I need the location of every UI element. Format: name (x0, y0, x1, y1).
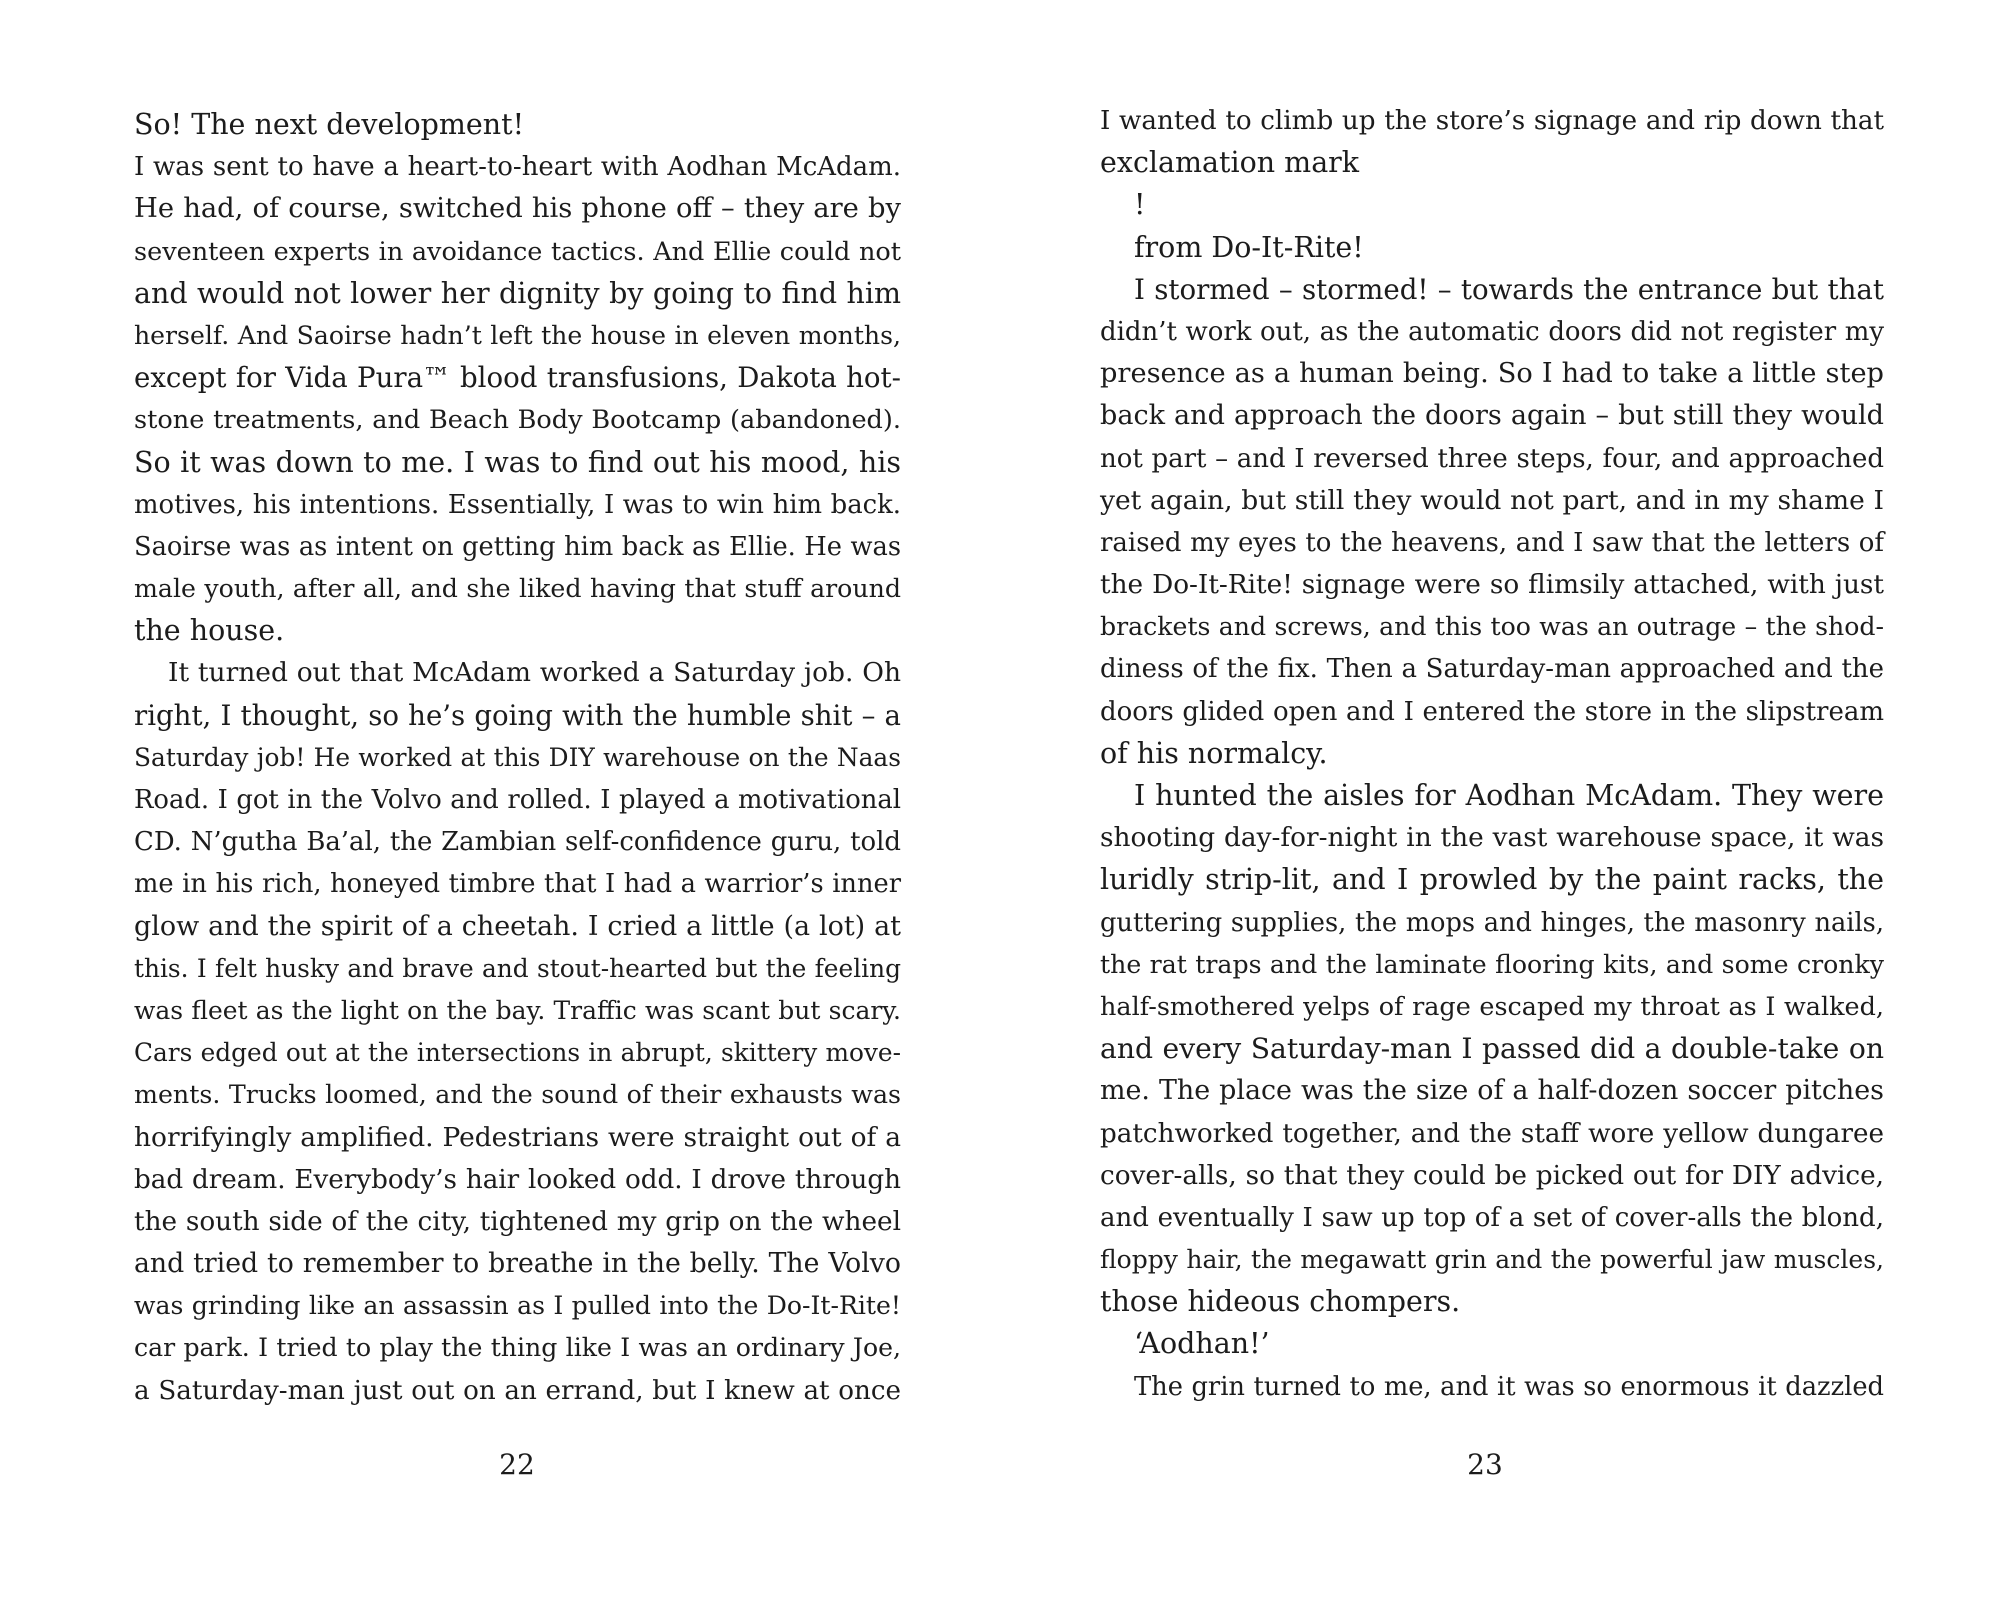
text-line: back and approach the doors again – but still they would (1100, 400, 1884, 432)
text-line: So it was down to me. I was to find out his mood, his (134, 445, 901, 479)
text-line: bad dream. Everybody’s hair looked odd. I drove through (134, 1164, 901, 1195)
right-page-text (1100, 100, 1884, 1408)
text-line: guttering supplies, the mops and hinges, the masonry nails, (1100, 907, 1884, 938)
text-line: horrifyingly amplified. Pedestrians were straight out of a (134, 1121, 901, 1153)
text-line: CD. N’gutha Ba’al, the Zambian self-confidence guru, told (134, 827, 901, 858)
text-line: shooting day-for-night in the vast warehouse space, it was (1100, 823, 1884, 854)
text-line: right, I thought, so he’s going with the humble shit – a (134, 698, 901, 732)
text-line: car park. I tried to play the thing like I was an ordinary Joe, (134, 1333, 901, 1363)
text-line: So! The next development! (134, 108, 525, 141)
left-page-text (134, 104, 901, 1412)
text-line: of his normalcy. (1100, 736, 1328, 770)
text-line: I hunted the aisles for Aodhan McAdam. They were (1134, 779, 1884, 812)
text-line: Saoirse was as intent on getting him back as Ellie. He was (134, 531, 901, 562)
text-line: except for Vida Pura™ blood transfusions, Dakota hot- (134, 361, 901, 395)
text-line: ments. Trucks loomed, and the sound of their exhausts was (134, 1080, 901, 1110)
text-line: the south side of the city, tightened my grip on the wheel (134, 1206, 901, 1237)
text-line: It turned out that McAdam worked a Saturday job. Oh (168, 657, 901, 689)
text-line: the rat traps and the laminate flooring kits, and some cronky (1100, 949, 1884, 979)
text-line: stone treatments, and Beach Body Bootcamp (abandoned). (134, 405, 901, 436)
text-line: yet again, but still they would not part, and in my shame I (1100, 484, 1884, 516)
text-line: seventeen experts in avoidance tactics. And Ellie could not (134, 236, 901, 267)
text-line: luridly strip-lit, and I prowled by the paint racks, the (1100, 863, 1884, 897)
text-line: not part – and I reversed three steps, four, and approached (1100, 443, 1884, 474)
text-line: The grin turned to me, and it was so enormous it dazzled (1134, 1371, 1884, 1402)
text-line: half-smothered yelps of rage escaped my throat as I walked, (1100, 991, 1884, 1022)
text-line: I wanted to climb up the store’s signage and rip down that (1100, 106, 1884, 136)
text-line: the Do-It-Rite! signage were so flimsily attached, with just (1100, 570, 1884, 601)
text-line: I stormed – stormed! – towards the entrance but that (1134, 272, 1884, 306)
text-line: was grinding like an assassin as I pulled into the Do-It-Rite! (134, 1291, 901, 1321)
text-line: Saturday job! He worked at this DIY warehouse on the Naas (134, 742, 901, 772)
page-number: 23 (1467, 1448, 1503, 1481)
text-line: and tried to remember to breathe in the belly. The Volvo (134, 1248, 901, 1280)
text-line: brackets and screws, and this too was an outrage – the shod- (1100, 612, 1884, 642)
text-line: I was sent to have a heart-to-heart with Aodhan McAdam. (134, 152, 901, 183)
text-line: those hideous chompers. (1100, 1285, 1461, 1319)
text-line: cover-alls, so that they could be picked out for DIY advice, (1100, 1160, 1884, 1191)
text-line: me. The place was the size of a half-dozen soccer pitches (1100, 1075, 1884, 1107)
text-line: didn’t work out, as the automatic doors did not register my (1100, 316, 1884, 347)
text-line: Cars edged out at the intersections in abrupt, skittery move- (134, 1038, 901, 1068)
text-line: doors glided open and I entered the store in the slipstream (1100, 696, 1884, 727)
text-line: herself. And Saoirse hadn’t left the house in eleven months, (134, 320, 901, 350)
text-line: ‘Aodhan!’ (1134, 1327, 1270, 1361)
text-line: and eventually I saw up top of a set of cover-alls the blond, (1100, 1202, 1884, 1233)
text-line: me in his rich, honeyed timbre that I had a warrior’s inner (134, 869, 901, 900)
text-line: and would not lower her dignity by going to find him (134, 276, 901, 310)
page-number: 22 (499, 1448, 535, 1481)
text-line: patchworked together, and the staff wore yellow dungaree (1100, 1118, 1884, 1149)
right-page (1000, 0, 2000, 1606)
text-line: floppy hair, the megawatt grin and the powerful jaw muscles, (1100, 1245, 1884, 1275)
text-line: exclamation mark (1100, 146, 1360, 180)
text-line: and every Saturday-man I passed did a double-take on (1100, 1032, 1884, 1066)
text-line: diness of the fix. Then a Saturday-man approached and the (1100, 654, 1884, 685)
text-line: presence as a human being. So I had to take a little step (1100, 358, 1884, 390)
text-line: raised my eyes to the heavens, and I saw that the letters of (1100, 527, 1884, 558)
text-line: Road. I got in the Volvo and rolled. I played a motivational (134, 785, 901, 815)
text-line: He had, of course, switched his phone off – they are by (134, 193, 901, 225)
text-line: ! (1134, 188, 1146, 222)
text-line: the house. (134, 614, 285, 648)
text-line: male youth, after all, and she liked having that stuff around (134, 574, 901, 604)
text-line: a Saturday-man just out on an errand, but I knew at once (134, 1375, 901, 1406)
text-line: this. I felt husky and brave and stout-hearted but the feeling (134, 953, 901, 983)
text-line: glow and the spirit of a cheetah. I cried a little (a lot) at (134, 910, 901, 942)
text-line: from Do-It-Rite! (1134, 230, 1364, 264)
text-line: was fleet as the light on the bay. Traffic was scant but scary. (134, 995, 901, 1025)
text-line: motives, his intentions. Essentially, I was to win him back. (134, 489, 901, 520)
